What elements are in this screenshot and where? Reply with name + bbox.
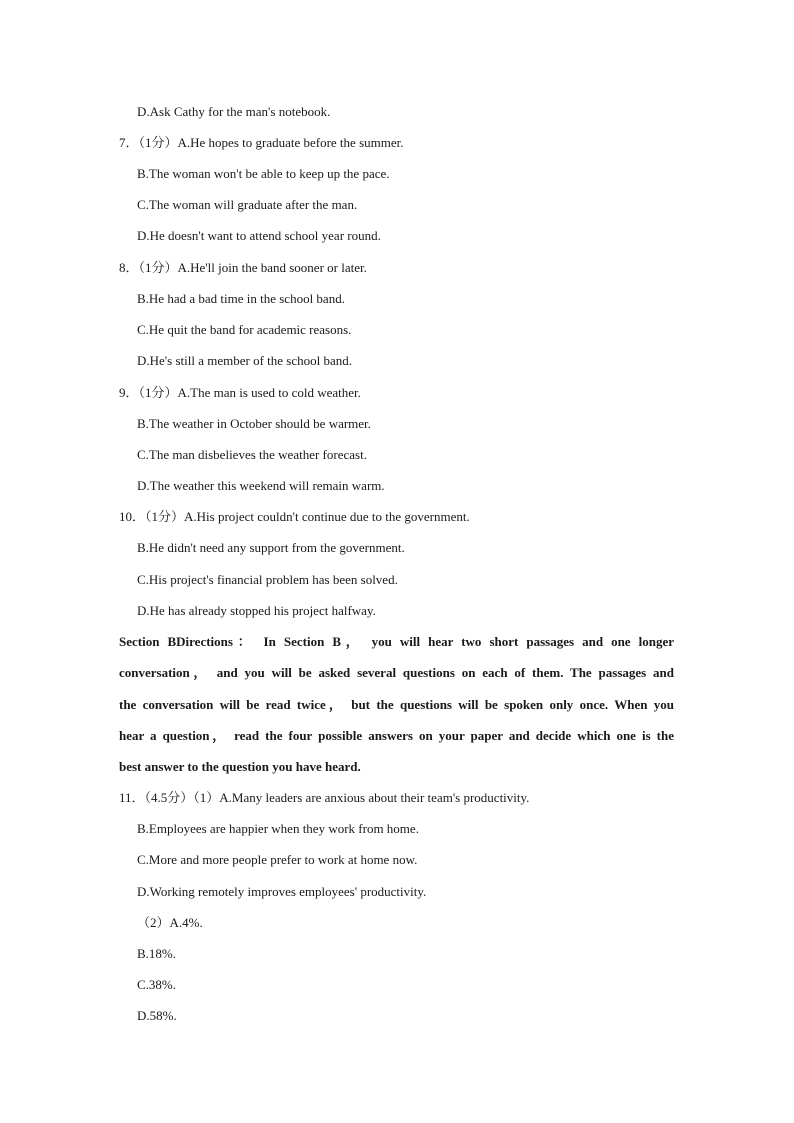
directions-line: hear a question， read the four possible answers on your paper and decide which one is the	[119, 728, 674, 743]
option-line: B.Employees are happier when they work from home.	[137, 821, 419, 836]
question-line: 11．（4.5分）（1）A.Many leaders are anxious about their team's productivity.	[119, 790, 530, 805]
option-line: D.He doesn't want to attend school year round.	[137, 228, 381, 243]
question-line: 9．（1分）A.The man is used to cold weather.	[119, 385, 361, 400]
option-line: D.He's still a member of the school band.	[137, 353, 352, 368]
directions-line: conversation， and you will be asked several questions on each of them. The passages and	[119, 665, 674, 680]
directions-line: the conversation will be read twice， but the questions will be spoken only once. When you	[119, 697, 674, 712]
option-line: D.Working remotely improves employees' productivity.	[137, 884, 427, 899]
option-line: D.Ask Cathy for the man's notebook.	[137, 104, 331, 119]
question-line: 7．（1分）A.He hopes to graduate before the summer.	[119, 135, 404, 150]
option-line: C.The woman will graduate after the man.	[137, 197, 358, 212]
option-line: D.The weather this weekend will remain warm.	[137, 478, 385, 493]
option-line: C.The man disbelieves the weather forecast.	[137, 447, 367, 462]
option-line: C.More and more people prefer to work at home now.	[137, 852, 418, 867]
option-line: B.18%.	[137, 946, 176, 961]
option-line: C.38%.	[137, 977, 176, 992]
option-line: B.The weather in October should be warmer.	[137, 416, 371, 431]
question-line: 10．（1分）A.His project couldn't continue due to the government.	[119, 509, 470, 524]
option-line: B.He didn't need any support from the government.	[137, 540, 405, 555]
option-line: D.58%.	[137, 1008, 177, 1023]
option-line: C.His project's financial problem has been solved.	[137, 572, 398, 587]
option-line: C.He quit the band for academic reasons.	[137, 322, 352, 337]
option-line: B.He had a bad time in the school band.	[137, 291, 345, 306]
option-line: B.The woman won't be able to keep up the pace.	[137, 166, 390, 181]
option-line: D.He has already stopped his project halfway.	[137, 603, 376, 618]
directions-line: best answer to the question you have heard.	[119, 759, 361, 774]
sub-question-line: （2）A.4%.	[137, 915, 203, 930]
directions-line: Section BDirections： In Section B， you will hear two short passages and one longer	[119, 634, 674, 649]
question-line: 8．（1分）A.He'll join the band sooner or later.	[119, 260, 367, 275]
